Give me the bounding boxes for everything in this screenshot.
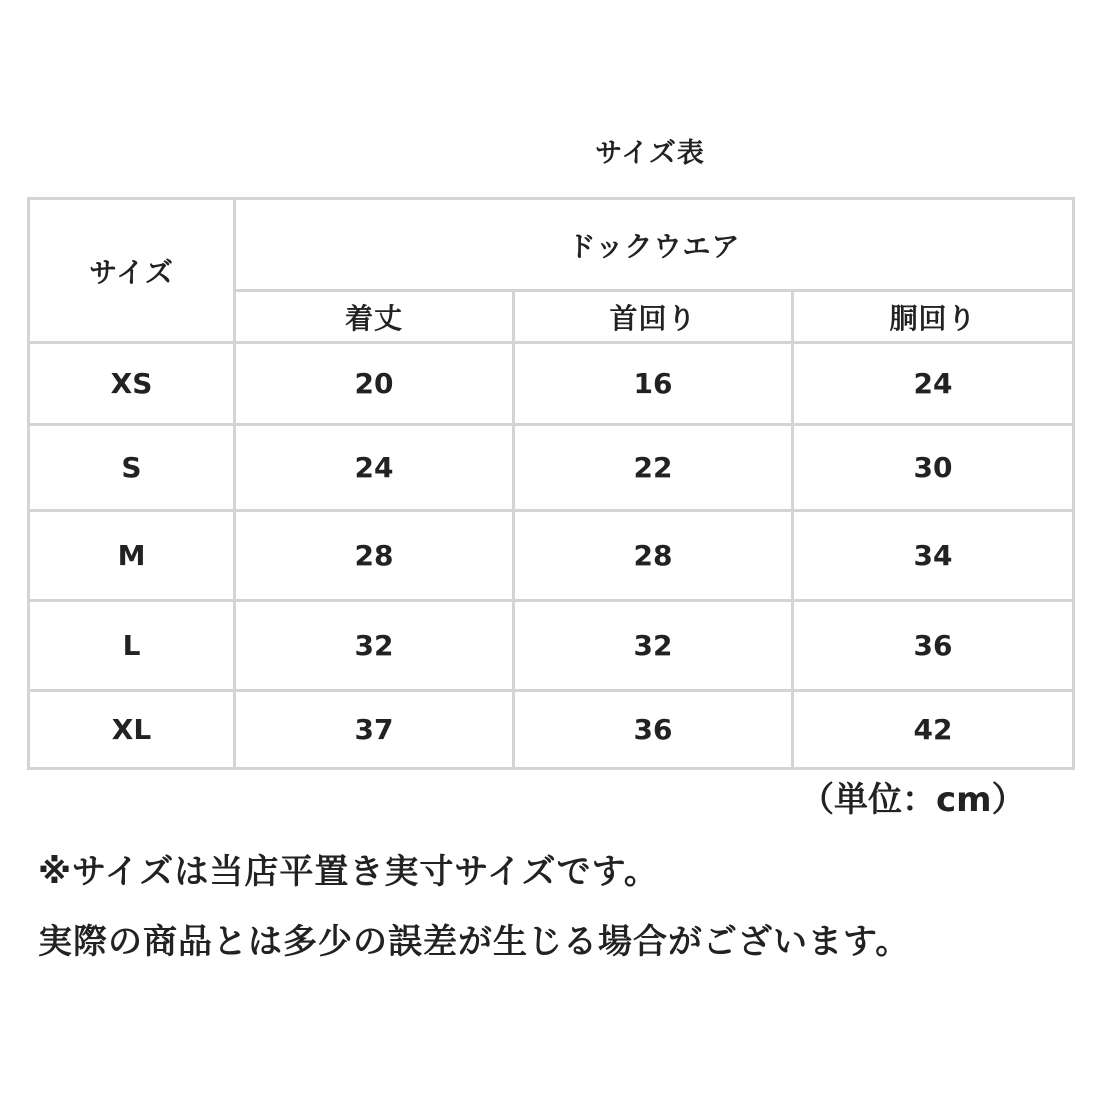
table-cell: 36	[793, 601, 1074, 691]
table-cell: 30	[793, 425, 1074, 511]
size-label: XS	[29, 343, 235, 425]
variance-note: 実際の商品とは多少の誤差が生じる場合がございます。	[38, 922, 911, 962]
table-cell: 34	[793, 511, 1074, 601]
size-label: XL	[29, 691, 235, 769]
table-row	[29, 343, 1074, 425]
size-note: ※サイズは当店平置き実寸サイズです。	[38, 852, 659, 892]
group-header-cell: ドックウエア	[235, 199, 1074, 291]
table-row	[29, 691, 1074, 769]
table-row	[29, 601, 1074, 691]
table-cell: 32	[514, 601, 793, 691]
size-table	[27, 197, 1075, 770]
page-title: サイズ表	[595, 138, 705, 169]
unit-note: （単位：cm）	[800, 780, 1026, 820]
table-cell: 22	[514, 425, 793, 511]
table-cell: 36	[514, 691, 793, 769]
size-label: S	[29, 425, 235, 511]
table-cell: 24	[793, 343, 1074, 425]
table-cell: 20	[235, 343, 514, 425]
column-header-neck: 首回り	[514, 291, 793, 343]
size-label: L	[29, 601, 235, 691]
table-row	[29, 511, 1074, 601]
size-label: M	[29, 511, 235, 601]
table-cell: 28	[514, 511, 793, 601]
table-cell: 32	[235, 601, 514, 691]
column-header-length: 着丈	[235, 291, 514, 343]
size-header-cell: サイズ	[29, 199, 235, 343]
table-cell: 28	[235, 511, 514, 601]
table-header-row	[29, 199, 1074, 291]
table-cell: 16	[514, 343, 793, 425]
column-header-chest: 胴回り	[793, 291, 1074, 343]
table-cell: 42	[793, 691, 1074, 769]
table-cell: 37	[235, 691, 514, 769]
table-row	[29, 425, 1074, 511]
table-cell: 24	[235, 425, 514, 511]
